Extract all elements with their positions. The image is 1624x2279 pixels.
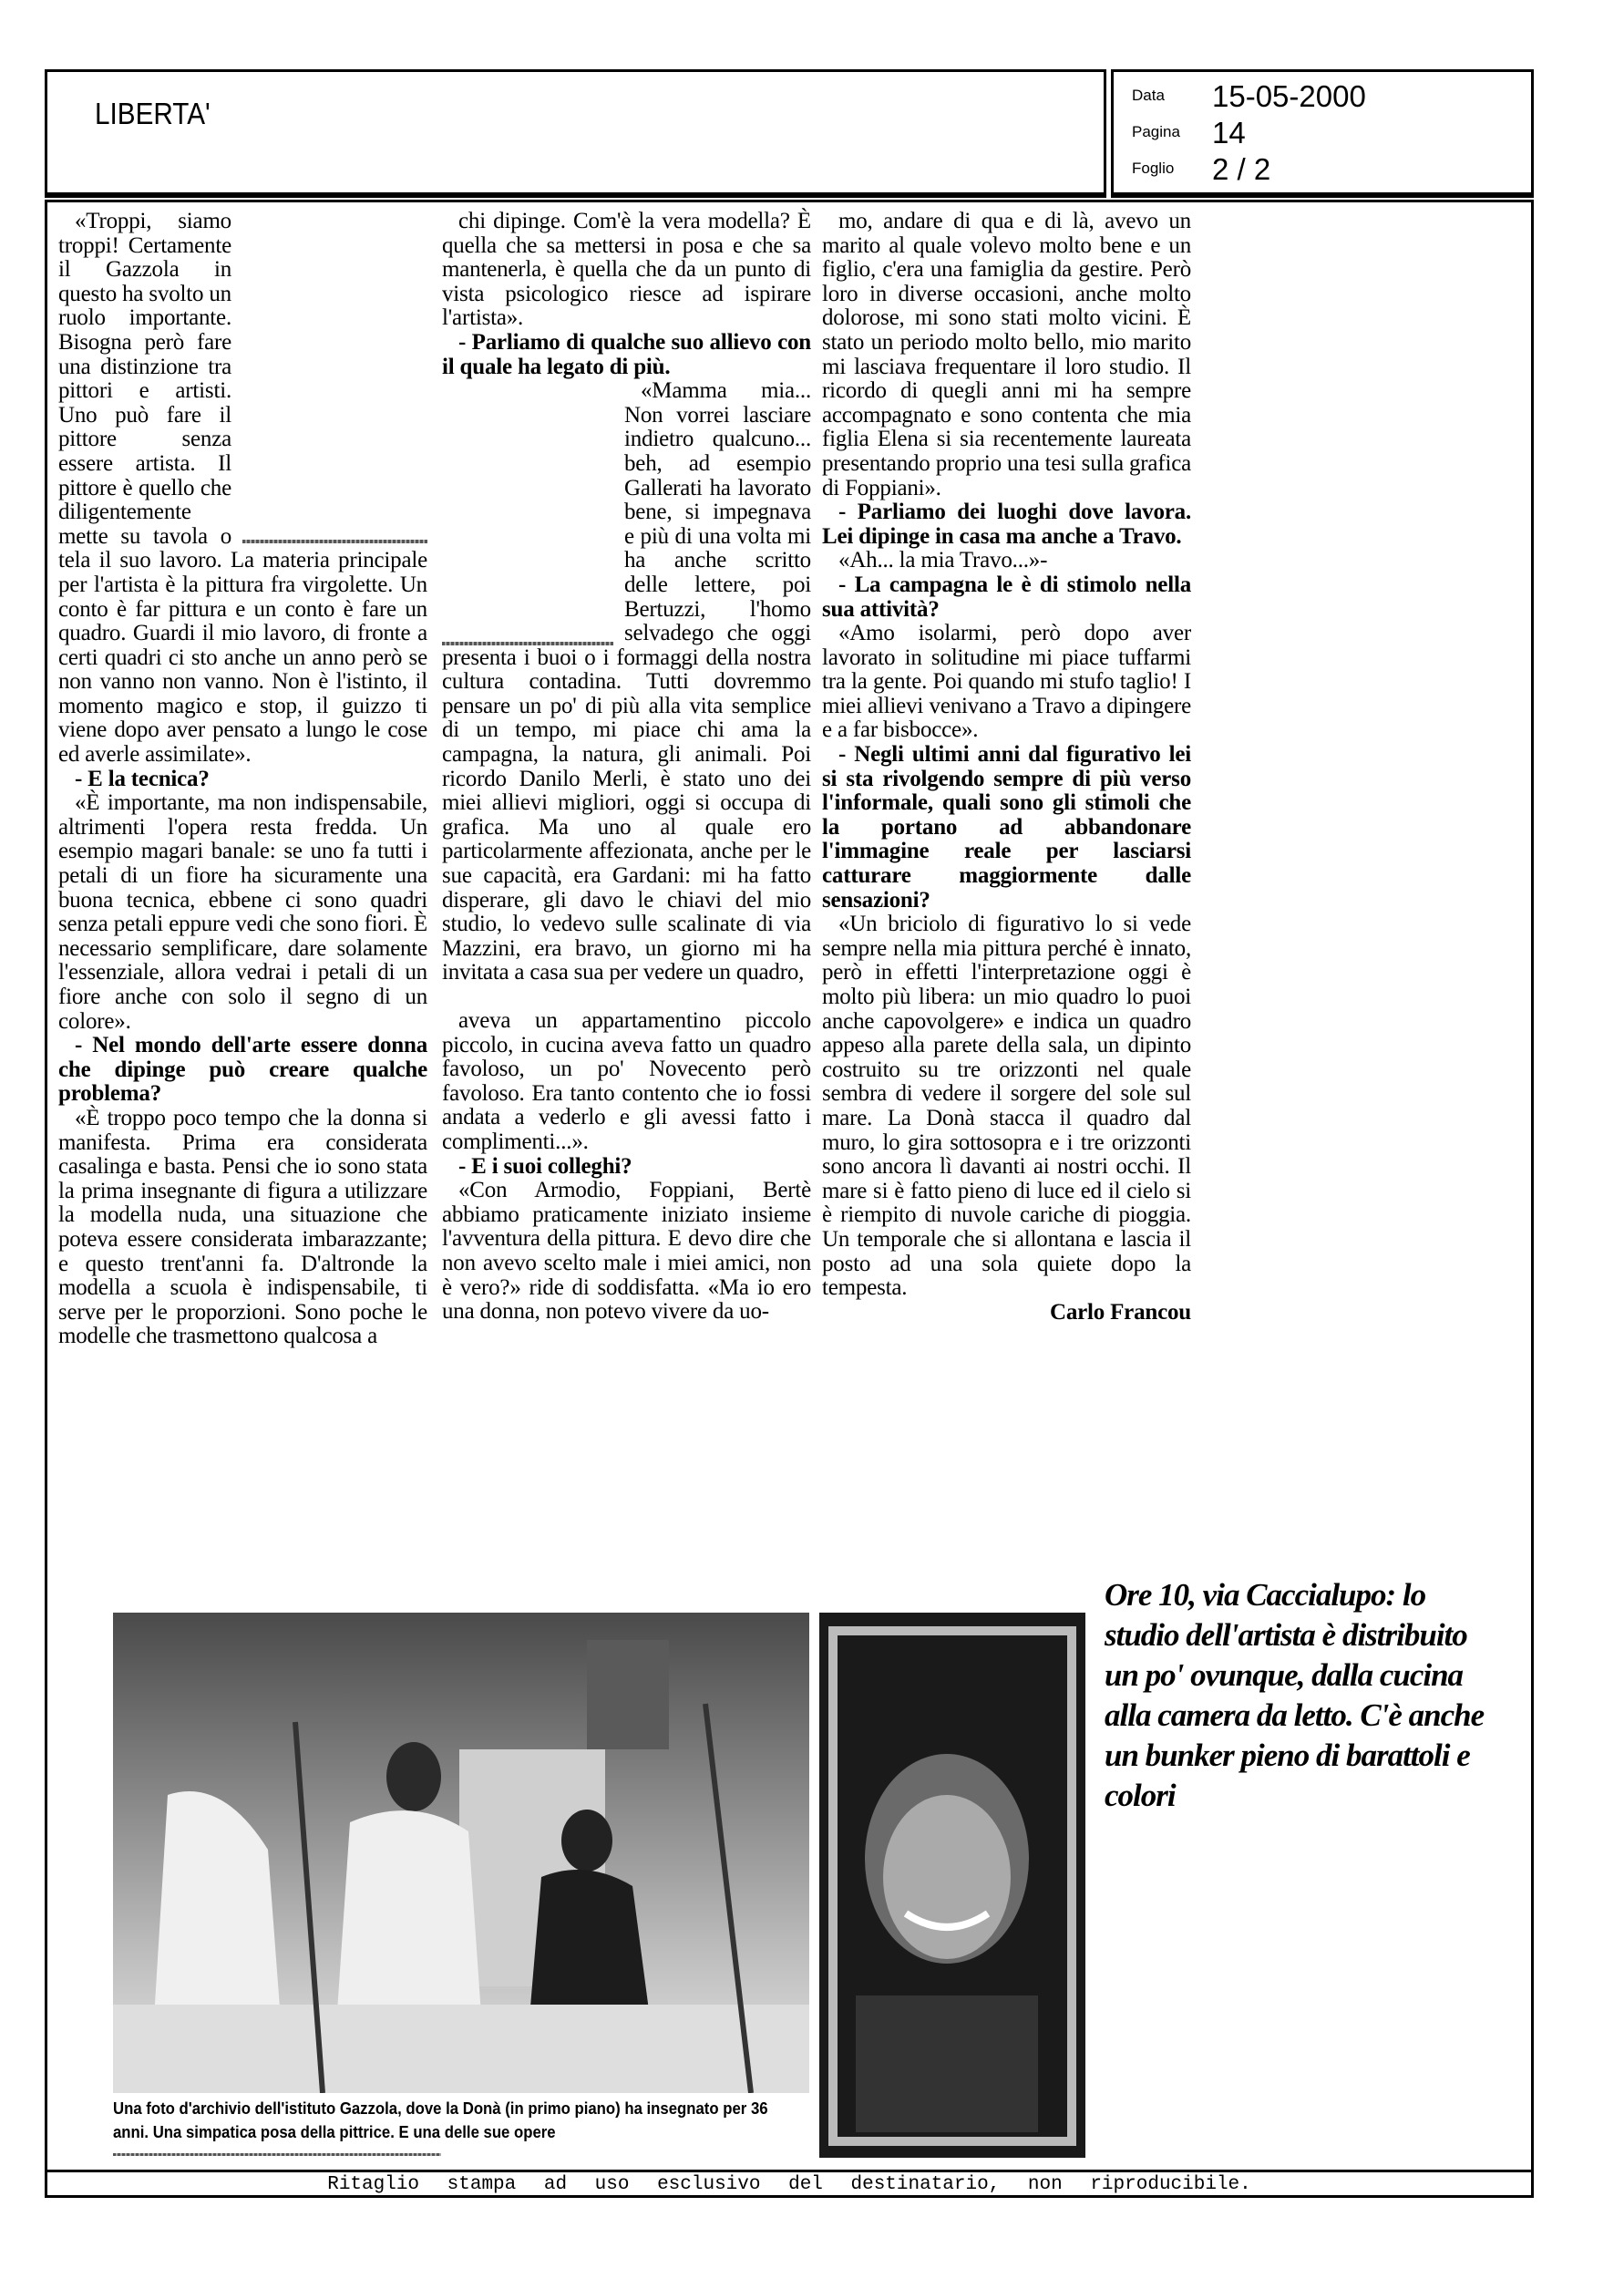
article-paragraph: «È importante, ma non indispensabile, altrimenti l'opera resta fredda. Un esempio magari banale: se uno fa tutti i petali di un fiore ha sicuramente una buona tecnica, ebbene ci sono quadri senza petali eppure vedi che sono fiori. È necessario semplificare, dare solamente l'essenziale, allora vedrai i petali di un fiore anche con solo il segno di un colore». xyxy=(58,790,427,1034)
column-inset-space xyxy=(231,283,427,549)
page-label: Pagina xyxy=(1132,123,1180,141)
article-paragraph: «Con Armodio, Foppiani, Bertè abbiamo praticamente iniziato insieme l'avventura della pittura. E devo dire che non avevo scelto male i miei amici, non è vero?» ride di soddisfatta. «Ma io ero una donna, non potevo vivere da uo- xyxy=(442,1178,811,1325)
meta-sheet xyxy=(1132,152,1270,187)
decorative-rule xyxy=(113,2153,441,2156)
photo-caption-italic: Ore 10, via Caccialupo: lo studio dell'artista è distribuito un po' ovunque, dalla cucina alla camera da letto. C'è anche un bunker pieno di barattoli e colori xyxy=(1105,1577,1485,1813)
column-inset-space xyxy=(442,379,624,645)
photo-studio-illustration xyxy=(113,1613,809,2093)
interview-question: - Nel mondo dell'arte essere donna che dipinge può creare qualche problema? xyxy=(58,1033,427,1107)
article-paragraph: «Ah... la mia Travo...»- xyxy=(838,548,1048,573)
article-paragraph: «Troppi, siamo troppi! Certamente il Gazzola in questo ha svolto un ruolo importante. Bisogna però fare una distinzione tra pittori e artisti. Uno può fare il pittore senza essere artista. Il pittore è quello che diligentemente mette su tavola o tela il suo lavoro. La materia principale per l'artista è la pittura fra virgolette. Un conto è far pittura e un conto è fare un quadro. Guardi il mio lavoro, di fronte a certi quadri ci sto anche un anno però se non vanno non vanno. Non è l'istinto, il momento magico e stop, il guizzo ti viene dopo aver pensato a lungo le cose ed averle assimilate». xyxy=(58,209,427,768)
article-paragraph: «Un briciolo di figurativo lo si vede sempre nella mia pittura perché è innato, però in effetti l'interpretazione oggi è molto più libera: un mio quadro lo puoi anche capovolgere» e indica un quadro appeso alla parete della sala, un dipinto costruito su tre orizzonti nel quale sembra di vedere il sorgere del sole sul mare. La Donà stacca il quadro dal muro, lo gira sottosopra e i tre orizzonti sono ancora lì davanti ai nostri occhi. Il mare si è fatto pieno di luce ed il cielo si è riempito di nuvole cariche di pioggia. Un temporale che si allontana e lascia il posto ad una sola quiete dopo la tempesta. xyxy=(822,912,1191,1301)
article-column-3 xyxy=(822,210,1191,1325)
decorative-rule xyxy=(242,540,427,543)
interview-question: - E i suoi colleghi? xyxy=(458,1153,632,1179)
interview-question: - E la tecnica? xyxy=(75,766,210,791)
interview-question: - Parliamo di qualche suo allievo con il quale ha legato di più. xyxy=(442,329,811,379)
footer-disclaimer: Ritaglio stampa ad uso esclusivo del destinatario, non riproducibile. xyxy=(47,2170,1531,2198)
publication-name: LIBERTA' xyxy=(95,97,211,130)
page-value: 14 xyxy=(1212,116,1246,150)
photo-studio-archive xyxy=(113,1613,809,2093)
header-meta-box xyxy=(1111,69,1534,198)
date-value: 15-05-2000 xyxy=(1212,79,1366,113)
article-column-2 xyxy=(442,210,811,1325)
byline: Carlo Francou xyxy=(1049,1299,1191,1325)
photo-portrait-illustration xyxy=(819,1613,1085,2158)
decorative-rule xyxy=(442,642,613,645)
header-publication-box xyxy=(45,69,1106,198)
date-label: Data xyxy=(1132,87,1165,105)
interview-question: - Parliamo dei luoghi dove lavora. Lei dipinge in casa ma anche a Travo. xyxy=(822,500,1191,549)
article-column-1 xyxy=(58,210,427,1349)
article-paragraph: «Amo isolarmi, però dopo aver lavorato in solitudine mi piace tuffarmi tra la gente. Poi quando mi stufo taglio! I miei allievi venivano a Travo a dipingere e a far bisbocce». xyxy=(822,621,1191,743)
article-paragraph: «È troppo poco tempo che la donna si manifesta. Prima era considerata casalinga e basta. Pensi che io sono stata la prima insegnante di figura a utilizzare la modella nuda, una situazione che poteva essere considerata imbarazzante; e questo trent'anni fa. D'altronde la modella a scuola è indispensabile, ti serve per le proporzioni. Sono poche le modelle che trasmettono qualcosa a xyxy=(58,1105,427,1349)
sheet-value: 2 / 2 xyxy=(1212,152,1271,186)
photo-painter-portrait xyxy=(819,1613,1085,2158)
meta-page xyxy=(1132,116,1246,150)
interview-question: - La campagna le è di stimolo nella sua attività? xyxy=(822,572,1191,622)
article-paragraph: chi dipinge. Com'è la vera modella? È quella che sa mettersi in posa e che sa mantenerla, è quella che da un punto di vista psicologico riesce ad ispirare l'artista». xyxy=(442,209,811,331)
sheet-label: Foglio xyxy=(1132,160,1175,178)
article-paragraph: «Mamma mia... Non vorrei lasciare indietro qualcuno... beh, ad esempio Gallerati ha lavorato bene, si impegnava e più di una volta mi ha anche scritto delle lettere, poi Bertuzzi, l'homo selvadego che oggi presenta i buoi o i formaggi della nostra cultura contadina. Tutti dovremmo pensare un po' di più alla vita semplice di un tempo, mi piace chi ama la campagna, la natura, gli animali. Poi ricordo Danilo Merli, è stato uno dei miei allievi migliori, oggi si occupa di grafica. Ma uno al quale ero particolarmente affezionata, anche per le sue capacità, era Gardani: mi ha fatto disperare, gli davo le chiavi del mio studio, lo vedevo sulle scalinate di via Mazzini, era bravo, un giorno mi ha invitata a casa sua per vedere un quadro, xyxy=(442,378,811,985)
article-body xyxy=(45,200,1534,2198)
interview-question: - Negli ultimi anni dal figurativo lei si sta rivolgendo sempre di più verso l'informale, quali sono gli stimoli che la portano ad abbandonare l'immagine reale per lasciarsi catturare maggiormente dalle sensazioni? xyxy=(822,742,1191,913)
meta-date xyxy=(1132,79,1366,114)
article-paragraph: mo, andare di qua e di là, avevo un marito al quale volevo molto bene e un figlio, c'era una famiglia da gestire. Però loro in diverse occasioni, anche molto dolorose, mi sono stati molto vicini. È stato un periodo molto bello, mio marito mi lasciava frequentare il loro studio. Il ricordo di quegli anni mi ha sempre accompagnato e sono contenta che mia figlia Elena si sia recentemente laureata presentando proprio una tesi sulla grafica di Foppiani». xyxy=(822,209,1191,500)
article-paragraph: aveva un appartamentino piccolo piccolo, in cucina aveva fatto un quadro favoloso, un po' Novecento però favoloso. Era tanto contento che io fossi andata a vederlo e gli avessi fatto i complimenti...». xyxy=(442,1008,811,1154)
photo-caption: Una foto d'archivio dell'istituto Gazzola, dove la Donà (in primo piano) ha insegnato per 36 anni. Una simpatica posa della pittrice. E una delle sue opere xyxy=(113,2099,768,2141)
